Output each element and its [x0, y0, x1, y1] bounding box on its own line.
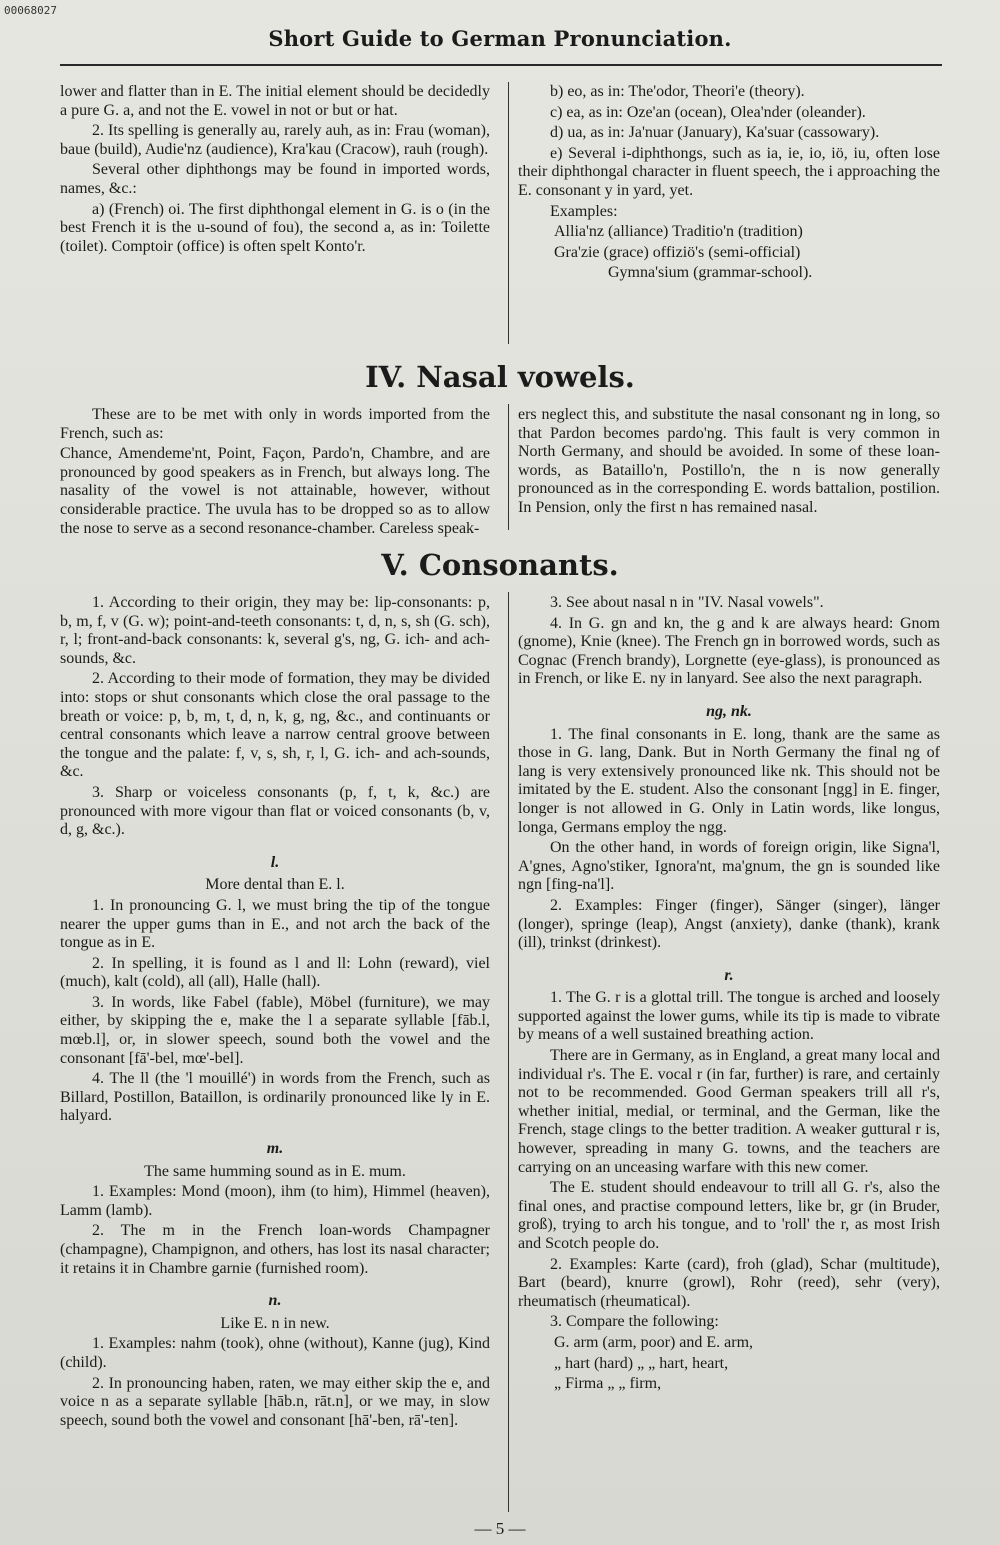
paragraph: 2. According to their mode of formation, they may be divided into: stops or shut consonants which close the oral passage to the breath or voice: p, b, m, t, d, n, k, g, ng, &c., and continuants or central consonants which leave a narrow central groove between the tongue and the palate: f, v, s, sh, r, l, G. ich- and ach-sounds, &c. [60, 670, 490, 781]
consonants-right-column [518, 594, 940, 1396]
paragraph: These are to be met with only in words imported from the French, such as: [60, 406, 490, 442]
paragraph: 3. Sharp or voiceless consonants (p, f, t, k, &c.) are pronounced with more vigour than flat or voiced consonants (b, v, d, g, &c.). [60, 783, 490, 839]
paragraph: 1. Examples: Mond (moon), ihm (to him), Himmel (heaven), Lamm (lamb). [60, 1183, 490, 1219]
column-divider [508, 82, 509, 344]
nasal-right-column [518, 406, 940, 520]
header-rule [60, 64, 942, 66]
paragraph: 2. The m in the French loan-words Champagner (champagne), Champignon, and others, has lost its nasal character; it retains it in Chambre garnie (furnished room). [60, 1222, 490, 1277]
example-line: Gymna'sium (grammar-school). [608, 264, 813, 282]
section-title-consonants: V. Consonants. [381, 548, 619, 582]
comparison-line: „ hart (hard) „ „ hart, heart, [554, 1354, 729, 1372]
paragraph: 4. In G. gn and kn, the g and k are always heard: Gnom (gnome), Knie (knee). The French gn in borrowed words, such as Cognac (French brandy), Lorgnette (eye-glass), is pronounced as in French, or like E. ny in lanyard. See also the next paragraph. [518, 614, 940, 688]
section-title-nasal-vowels: IV. Nasal vowels. [365, 360, 635, 394]
paragraph: a) (French) oi. The first diphthongal element in G. is o (in the best French it is the u-sound of fou), the second a, as in: Toilette (toilet). Comptoir (office) is often spelt Konto'r. [60, 200, 490, 255]
paragraph: Chance, Amendeme'nt, Point, Façon, Pardo'n, Chambre, and are pronounced by good speakers as in French, but always long. The nasality of the vowel is not attainable, however, without considerable practice. The uvula has to be dropped so as to allow the nose to serve as a second resonance-chamber. Careless speak- [60, 445, 490, 537]
example-line: Gra'zie (grace) offiziö's (semi-official) [554, 243, 801, 261]
paragraph: 2. In pronouncing haben, raten, we may either skip the e, and voice n as a separate syllable [hāb.n, rāt.n], or we may, in slow speech, sound both the vowel and consonant [hā'-ben, rā'-ten]. [60, 1374, 490, 1429]
paragraph: 3. See about nasal n in "IV. Nasal vowels". [550, 594, 824, 611]
example-line: Allia'nz (alliance) Traditio'n (tradition) [554, 223, 803, 241]
paragraph: On the other hand, in words of foreign origin, like Signa'l, A'gnes, Agno'stiker, Ignora'nt, ma'gnum, the gn is sounded like ngn [fing-na'l]. [518, 839, 940, 894]
subheading-ng-nk: ng, nk. [706, 702, 752, 720]
subheading-caption: More dental than E. l. [205, 876, 345, 894]
paragraph: The E. student should endeavour to trill all G. r's, also the final ones, and practise compound letters, like br, gr (in Bruder, groß), trying to arch his tongue, and to 'roll' the r, as most Irish and Scotch people do. [518, 1179, 940, 1252]
paragraph: Examples: [550, 202, 618, 220]
running-head: Short Guide to German Pronunciation. [268, 26, 732, 51]
subheading-caption: Like E. n in new. [220, 1314, 330, 1332]
paragraph: b) eo, as in: The'odor, Theori'e (theory). [550, 83, 805, 100]
paragraph: 1. The G. r is a glottal trill. The tongue is arched and loosely supported against the lower gums, while its tip is made to vibrate by means of a well sustained breathing action. [518, 989, 940, 1044]
subheading-caption: The same humming sound as in E. mum. [144, 1162, 406, 1180]
paragraph: 3. In words, like Fabel (fable), Möbel (furniture), we may either, by skipping the e, make the l a separate syllable [fāb.l, mœb.l], or, in slower speech, sound both the vowel and the consonant [fā'-bel, mœ'-bel]. [60, 993, 490, 1067]
paragraph: 4. The ll (the 'l mouillé') in words from the French, such as Billard, Postillon, Bataillon, is ordinarily pronounced like ly in E. halyard. [60, 1070, 490, 1125]
comparison-line: G. arm (arm, poor) and E. arm, [554, 1333, 754, 1351]
paragraph: 2. Its spelling is generally au, rarely auh, as in: Frau (woman), baue (build), Audie'nz (audience), Kra'kau (Cracow), rauh (rough). [60, 122, 490, 158]
subheading-l: l. [270, 853, 280, 871]
paragraph: c) ea, as in: Oze'an (ocean), Olea'nder (oleander). [550, 103, 866, 121]
subheading-n: n. [268, 1292, 282, 1310]
paragraph: e) Several i-diphthongs, such as ia, ie, io, iö, iu, often lose their diphthongal character in fluent speech, the i approaching the E. consonant y in yard, yet. [518, 144, 940, 199]
paragraph: lower and flatter than in E. The initial element should be decidedly a pure G. a, and not the E. vowel in not or but or hat. [60, 83, 490, 119]
paragraph: 1. According to their origin, they may be: lip-consonants: p, b, m, f, v (G. w); point-and-teeth consonants: t, d, n, s, sh (G. sch), r, l; front-and-back consonants: k, several g's, ng, G. ich- and ach-sounds, &c. [60, 594, 490, 667]
paragraph: There are in Germany, as in England, a great many local and individual r's. The E. vocal r (in far, further) is rare, and certainly not to be recommended. Good German speakers trill all r's, whether initial, medial, or terminal, and the German, like the French, stage clings to the better tradition. A weaker guttural r is, however, spreading in many G. towns, and the teachers are carrying on an unceasing warfare with this new comer. [518, 1047, 940, 1176]
paragraph: 2. In spelling, it is found as l and ll: Lohn (reward), viel (much), kalt (cold), all (all), Halle (hall). [60, 954, 490, 991]
paragraph: ers neglect this, and substitute the nasal consonant ng in long, so that Pardon becomes pardo'ng. This fault is very common in North Germany, and should be avoided. In some of these loan-words, as Bataillo'n, Postillo'n, the n is now generally pronounced as in the corresponding E. words battalion, postilion. In Pension, only the first n has remained nasal. [518, 406, 940, 516]
paragraph: 1. Examples: nahm (took), ohne (without), Kanne (jug), Kind (child). [60, 1335, 490, 1371]
consonants-left-column [60, 594, 490, 1432]
subheading-r: r. [724, 966, 734, 984]
paragraph: d) ua, as in: Ja'nuar (January), Ka'suar (cassowary). [550, 124, 880, 142]
paragraph: 1. The final consonants in E. long, thank are the same as those in G. lang, Dank. But in North Germany the final ng of lang is very extensively pronounced like nk. This should not be imitated by the E. student. Also the consonant [ngg] in E. finger, longer is not allowed in G. Only in Latin words, like longus, longa, Germans employ the ngg. [518, 725, 940, 836]
catalog-id: 00068027 [4, 4, 57, 17]
paragraph: 2. Examples: Finger (finger), Sänger (singer), länger (longer), springe (leap), Angst (anxiety), danke (thank), krank (ill), trinkst (drinkest). [518, 896, 940, 952]
page-number: — 5 — [474, 1519, 526, 1538]
comparison-line: „ Firma „ „ firm, [554, 1375, 662, 1393]
paragraph: 3. Compare the following: [550, 1313, 719, 1331]
nasal-left-column [60, 406, 490, 540]
top-left-column [60, 83, 490, 258]
column-divider [508, 404, 509, 530]
paragraph: 2. Examples: Karte (card), froh (glad), Schar (multitude), Bart (beard), knurre (growl), Rohr (reed), sehr (very), rheumatisch (rheumatical). [518, 1255, 940, 1310]
subheading-m: m. [266, 1140, 284, 1158]
top-right-column [518, 83, 940, 285]
column-divider [508, 592, 509, 1512]
paragraph: Several other diphthongs may be found in imported words, names, &c.: [60, 161, 490, 197]
paragraph: 1. In pronouncing G. l, we must bring the tip of the tongue nearer the upper gums than in E., and not arch the back of the tongue as in E. [60, 896, 490, 952]
